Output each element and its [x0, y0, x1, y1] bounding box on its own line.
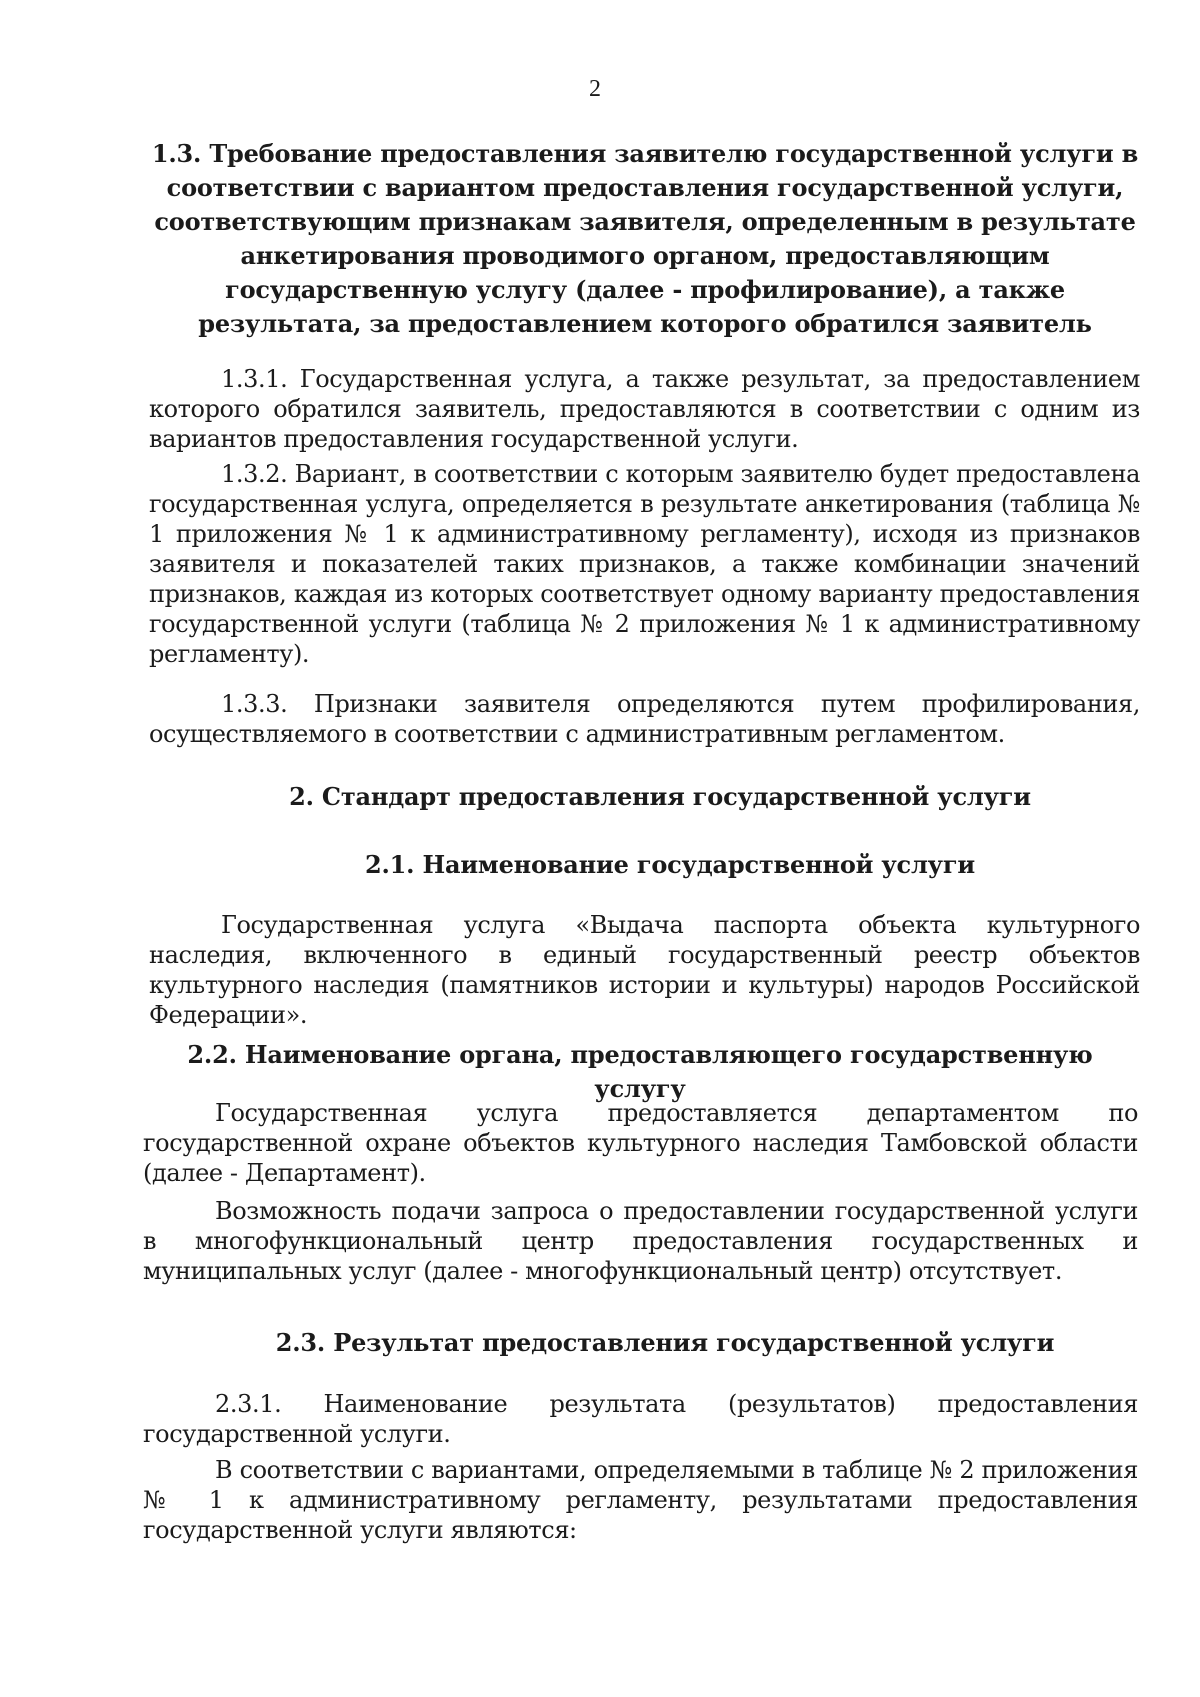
paragraph-text: 2.3.1. Наименование результата (результатов) предоставления государственной услуги. — [143, 1390, 1138, 1448]
section-2-1-heading: 2.1. Наименование государственной услуги — [365, 850, 975, 879]
paragraph-2-3-1 — [143, 1389, 1138, 1449]
page-number: 2 — [589, 76, 601, 102]
paragraph-text: 1.3.3. Признаки заявителя определяются путем профилирования, осуществляемого в соответствии с административным регламентом. — [149, 690, 1140, 748]
paragraph-text: Государственная услуга предоставляется департаментом по государственной охране объектов культурного наследия Тамбовской области (далее - Департамент). — [143, 1099, 1138, 1187]
paragraph-text: 1.3.1. Государственная услуга, а также результат, за предоставлением которого обратился заявитель, предоставляются в соответствии с одним из вариантов предоставления государственной услуги. — [149, 365, 1140, 453]
section-1-3-heading: 1.3. Требование предоставления заявителю государственной услуги в соответствии с вариантом предоставления государственной услуги, соответствующим признакам заявителя, определенным в результате анкетирования проводимого органом, предоставляющим государственную услугу (далее - профилирование), а также результата, за предоставлением которого обратился заявитель — [151, 139, 1139, 338]
paragraph-2-2-2 — [143, 1196, 1138, 1286]
paragraph-2-3-2 — [143, 1455, 1138, 1545]
paragraph-text: Возможность подачи запроса о предоставлении государственной услуги в многофункциональный центр предоставления государственных и муниципальных услуг (далее - многофункциональный центр) отсутствует. — [143, 1197, 1138, 1285]
section-2-3-heading: 2.3. Результат предоставления государственной услуги — [275, 1328, 1055, 1357]
paragraph-1-3-2 — [149, 459, 1140, 669]
paragraph-text: 1.3.2. Вариант, в соответствии с которым заявителю будет предоставлена государственная услуга, определяется в результате анкетирования (таблица № 1 приложения № 1 к административному регламенту), исходя из признаков заявителя и показателей таких признаков, а также комбинации значений признаков, каждая из которых соответствует одному варианту предоставления государственной услуги (таблица № 2 приложения № 1 к административному регламенту). — [149, 460, 1140, 668]
paragraph-1-3-3 — [149, 689, 1140, 749]
paragraph-2-2-1 — [143, 1098, 1138, 1188]
section-2-2-heading: 2.2. Наименование органа, предоставляющего государственную услугу — [187, 1040, 1093, 1103]
paragraph-text: Государственная услуга «Выдача паспорта объекта культурного наследия, включенного в единый государственный реестр объектов культурного наследия (памятников истории и культуры) народов Российской Федерации». — [149, 911, 1140, 1029]
section-2-heading: 2. Стандарт предоставления государственной услуги — [289, 782, 1031, 811]
paragraph-2-1 — [149, 910, 1140, 1030]
paragraph-1-3-1 — [149, 364, 1140, 454]
paragraph-text: В соответствии с вариантами, определяемыми в таблице № 2 приложения № 1 к административному регламенту, результатами предоставления государственной услуги являются: — [143, 1456, 1138, 1544]
